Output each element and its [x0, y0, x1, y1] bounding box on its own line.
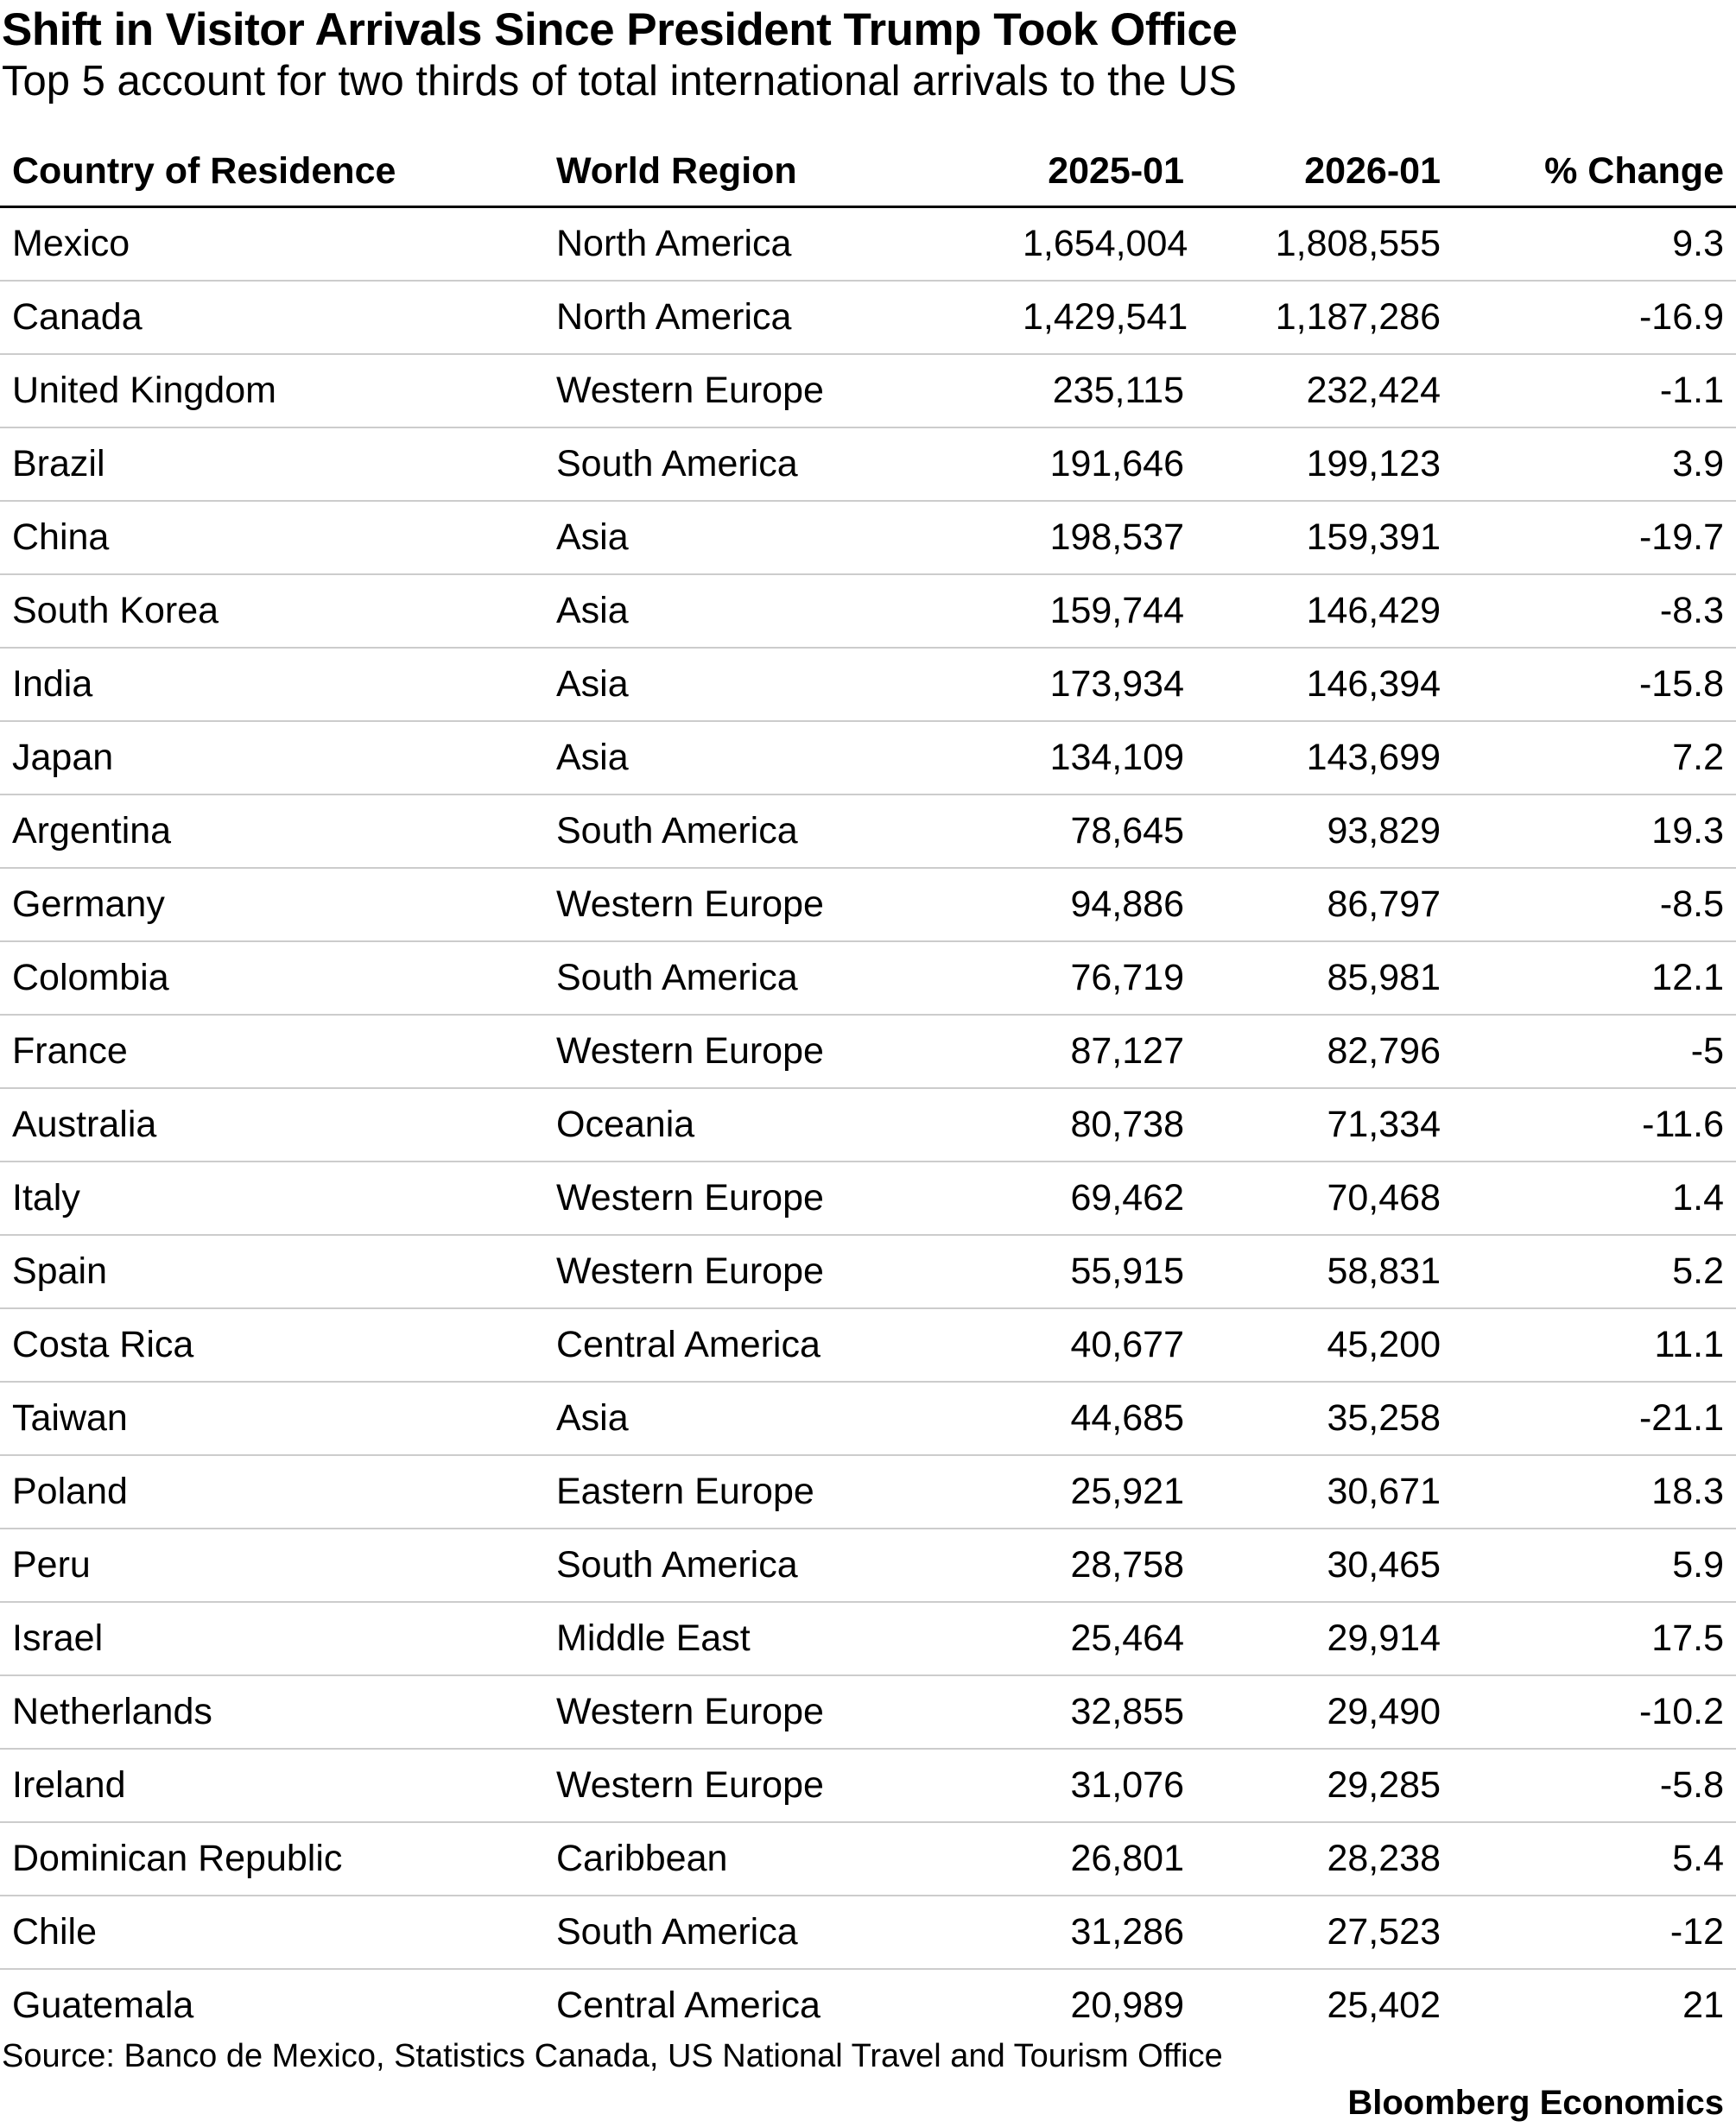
table-row [0, 1308, 1736, 1382]
cell-2025-01: 173,934 [1011, 648, 1196, 721]
cell-region: Asia [544, 574, 1011, 648]
table-row [0, 1455, 1736, 1529]
table-header-row [0, 136, 1736, 207]
cell-region: Western Europe [544, 1015, 1011, 1088]
cell-pct-change: 7.2 [1453, 721, 1736, 794]
cell-2026-01: 82,796 [1196, 1015, 1453, 1088]
cell-pct-change: -5.8 [1453, 1749, 1736, 1822]
table-row [0, 207, 1736, 282]
cell-2026-01: 199,123 [1196, 427, 1453, 501]
cell-pct-change: 19.3 [1453, 794, 1736, 868]
cell-country: Spain [0, 1235, 544, 1308]
cell-region: South America [544, 794, 1011, 868]
chart-title: Shift in Visitor Arrivals Since President Trump Took Office [2, 4, 1238, 55]
cell-2025-01: 134,109 [1011, 721, 1196, 794]
cell-region: Western Europe [544, 354, 1011, 427]
cell-country: France [0, 1015, 544, 1088]
chart-subtitle: Top 5 account for two thirds of total international arrivals to the US [2, 58, 1237, 104]
cell-region: Caribbean [544, 1822, 1011, 1896]
brand-label: Bloomberg Economics [1347, 2084, 1724, 2122]
cell-2026-01: 58,831 [1196, 1235, 1453, 1308]
cell-pct-change: -5 [1453, 1015, 1736, 1088]
cell-2026-01: 1,808,555 [1196, 207, 1453, 282]
cell-country: Ireland [0, 1749, 544, 1822]
table-row [0, 1382, 1736, 1455]
cell-region: Asia [544, 501, 1011, 574]
cell-region: Asia [544, 1382, 1011, 1455]
cell-country: Italy [0, 1162, 544, 1235]
column-header-country: Country of Residence [0, 136, 544, 207]
cell-pct-change: -8.3 [1453, 574, 1736, 648]
cell-country: Canada [0, 281, 544, 354]
cell-2025-01: 235,115 [1011, 354, 1196, 427]
cell-country: Australia [0, 1088, 544, 1162]
cell-pct-change: -11.6 [1453, 1088, 1736, 1162]
table-row [0, 1529, 1736, 1602]
cell-region: Western Europe [544, 1749, 1011, 1822]
cell-country: China [0, 501, 544, 574]
table-row [0, 281, 1736, 354]
table-row [0, 1162, 1736, 1235]
cell-pct-change: -1.1 [1453, 354, 1736, 427]
cell-2025-01: 31,076 [1011, 1749, 1196, 1822]
cell-pct-change: 18.3 [1453, 1455, 1736, 1529]
cell-2025-01: 44,685 [1011, 1382, 1196, 1455]
cell-pct-change: -21.1 [1453, 1382, 1736, 1455]
cell-pct-change: 17.5 [1453, 1602, 1736, 1675]
table-row [0, 1822, 1736, 1896]
table-row [0, 1015, 1736, 1088]
column-header-2026-01: 2026-01 [1196, 136, 1453, 207]
cell-country: Costa Rica [0, 1308, 544, 1382]
cell-country: Colombia [0, 941, 544, 1015]
cell-2026-01: 71,334 [1196, 1088, 1453, 1162]
cell-country: Germany [0, 868, 544, 941]
cell-2025-01: 25,464 [1011, 1602, 1196, 1675]
cell-country: Brazil [0, 427, 544, 501]
cell-country: South Korea [0, 574, 544, 648]
cell-2025-01: 78,645 [1011, 794, 1196, 868]
cell-2025-01: 26,801 [1011, 1822, 1196, 1896]
cell-2025-01: 69,462 [1011, 1162, 1196, 1235]
cell-2026-01: 29,285 [1196, 1749, 1453, 1822]
cell-2026-01: 85,981 [1196, 941, 1453, 1015]
cell-2025-01: 25,921 [1011, 1455, 1196, 1529]
cell-2025-01: 1,429,541 [1011, 281, 1196, 354]
cell-region: South America [544, 1529, 1011, 1602]
cell-region: Oceania [544, 1088, 1011, 1162]
cell-country: India [0, 648, 544, 721]
cell-2026-01: 159,391 [1196, 501, 1453, 574]
cell-country: Mexico [0, 207, 544, 282]
cell-region: South America [544, 941, 1011, 1015]
cell-pct-change: -16.9 [1453, 281, 1736, 354]
cell-country: Japan [0, 721, 544, 794]
source-note: Source: Banco de Mexico, Statistics Canada, US National Travel and Tourism Office [2, 2038, 1223, 2074]
cell-2025-01: 76,719 [1011, 941, 1196, 1015]
cell-2025-01: 198,537 [1011, 501, 1196, 574]
cell-region: Central America [544, 1308, 1011, 1382]
table-row [0, 574, 1736, 648]
cell-region: South America [544, 1896, 1011, 1969]
cell-2025-01: 55,915 [1011, 1235, 1196, 1308]
cell-2026-01: 93,829 [1196, 794, 1453, 868]
column-header-2025-01: 2025-01 [1011, 136, 1196, 207]
cell-2025-01: 32,855 [1011, 1675, 1196, 1749]
table-row [0, 648, 1736, 721]
cell-region: Asia [544, 721, 1011, 794]
cell-2026-01: 25,402 [1327, 1985, 1441, 2026]
table-row [0, 1749, 1736, 1822]
cell-region: North America [544, 281, 1011, 354]
cell-country: Poland [0, 1455, 544, 1529]
cell-region: Middle East [544, 1602, 1011, 1675]
cell-2026-01: 86,797 [1196, 868, 1453, 941]
cell-2025-01: 80,738 [1011, 1088, 1196, 1162]
cell-pct-change: 9.3 [1453, 207, 1736, 282]
cell-2026-01: 45,200 [1196, 1308, 1453, 1382]
table-row [0, 1969, 1736, 2042]
cell-2025-01: 1,654,004 [1011, 207, 1196, 282]
cell-2025-01: 87,127 [1011, 1015, 1196, 1088]
cell-pct-change: 3.9 [1453, 427, 1736, 501]
cell-2026-01: 70,468 [1196, 1162, 1453, 1235]
table-body [0, 207, 1736, 2042]
column-header-region: World Region [544, 136, 1011, 207]
cell-pct-change: -19.7 [1453, 501, 1736, 574]
cell-region: Western Europe [544, 1675, 1011, 1749]
cell-country: Dominican Republic [0, 1822, 544, 1896]
table-row [0, 721, 1736, 794]
cell-2025-01: 40,677 [1011, 1308, 1196, 1382]
cell-pct-change: 1.4 [1453, 1162, 1736, 1235]
table-row [0, 354, 1736, 427]
cell-pct-change: -10.2 [1453, 1675, 1736, 1749]
table-row [0, 427, 1736, 501]
table-row [0, 501, 1736, 574]
cell-region: Central America [556, 1985, 820, 2026]
cell-pct-change: -12 [1453, 1896, 1736, 1969]
cell-2026-01: 146,394 [1196, 648, 1453, 721]
cell-2025-01: 94,886 [1011, 868, 1196, 941]
table-row [0, 794, 1736, 868]
cell-2026-01: 146,429 [1196, 574, 1453, 648]
cell-2026-01: 143,699 [1196, 721, 1453, 794]
cell-pct-change: 5.4 [1453, 1822, 1736, 1896]
cell-country: Taiwan [0, 1382, 544, 1455]
cell-pct-change: 5.2 [1453, 1235, 1736, 1308]
cell-pct-change: 21 [1682, 1985, 1724, 2026]
cell-country: Argentina [0, 794, 544, 868]
cell-2025-01: 20,989 [1070, 1985, 1184, 2026]
cell-country: Israel [0, 1602, 544, 1675]
cell-pct-change: -15.8 [1453, 648, 1736, 721]
cell-region: Western Europe [544, 868, 1011, 941]
cell-region: Western Europe [544, 1235, 1011, 1308]
cell-pct-change: 5.9 [1453, 1529, 1736, 1602]
cell-2026-01: 30,671 [1196, 1455, 1453, 1529]
table-row [0, 868, 1736, 941]
cell-country: Netherlands [0, 1675, 544, 1749]
cell-country: Chile [0, 1896, 544, 1969]
cell-2026-01: 29,914 [1196, 1602, 1453, 1675]
cell-region: South America [544, 427, 1011, 501]
cell-region: Eastern Europe [544, 1455, 1011, 1529]
cell-pct-change: 11.1 [1453, 1308, 1736, 1382]
cell-2026-01: 30,465 [1196, 1529, 1453, 1602]
table-row [0, 941, 1736, 1015]
table-row [0, 1235, 1736, 1308]
cell-2025-01: 31,286 [1011, 1896, 1196, 1969]
cell-2026-01: 1,187,286 [1196, 281, 1453, 354]
cell-country: United Kingdom [0, 354, 544, 427]
cell-2025-01: 28,758 [1011, 1529, 1196, 1602]
cell-country: Peru [0, 1529, 544, 1602]
table-row [0, 1675, 1736, 1749]
cell-region: Asia [544, 648, 1011, 721]
cell-2026-01: 27,523 [1196, 1896, 1453, 1969]
cell-2026-01: 232,424 [1196, 354, 1453, 427]
cell-2025-01: 191,646 [1011, 427, 1196, 501]
table-row [0, 1602, 1736, 1675]
cell-country: Guatemala [12, 1985, 194, 2026]
column-header-pct-change: % Change [1453, 136, 1736, 207]
table-row [0, 1896, 1736, 1969]
cell-pct-change: 12.1 [1453, 941, 1736, 1015]
cell-2026-01: 28,238 [1196, 1822, 1453, 1896]
cell-2025-01: 159,744 [1011, 574, 1196, 648]
arrivals-table [0, 136, 1736, 2042]
cell-region: Western Europe [544, 1162, 1011, 1235]
cell-2026-01: 35,258 [1196, 1382, 1453, 1455]
cell-pct-change: -8.5 [1453, 868, 1736, 941]
cell-2026-01: 29,490 [1196, 1675, 1453, 1749]
table-row [0, 1088, 1736, 1162]
cell-region: North America [544, 207, 1011, 282]
